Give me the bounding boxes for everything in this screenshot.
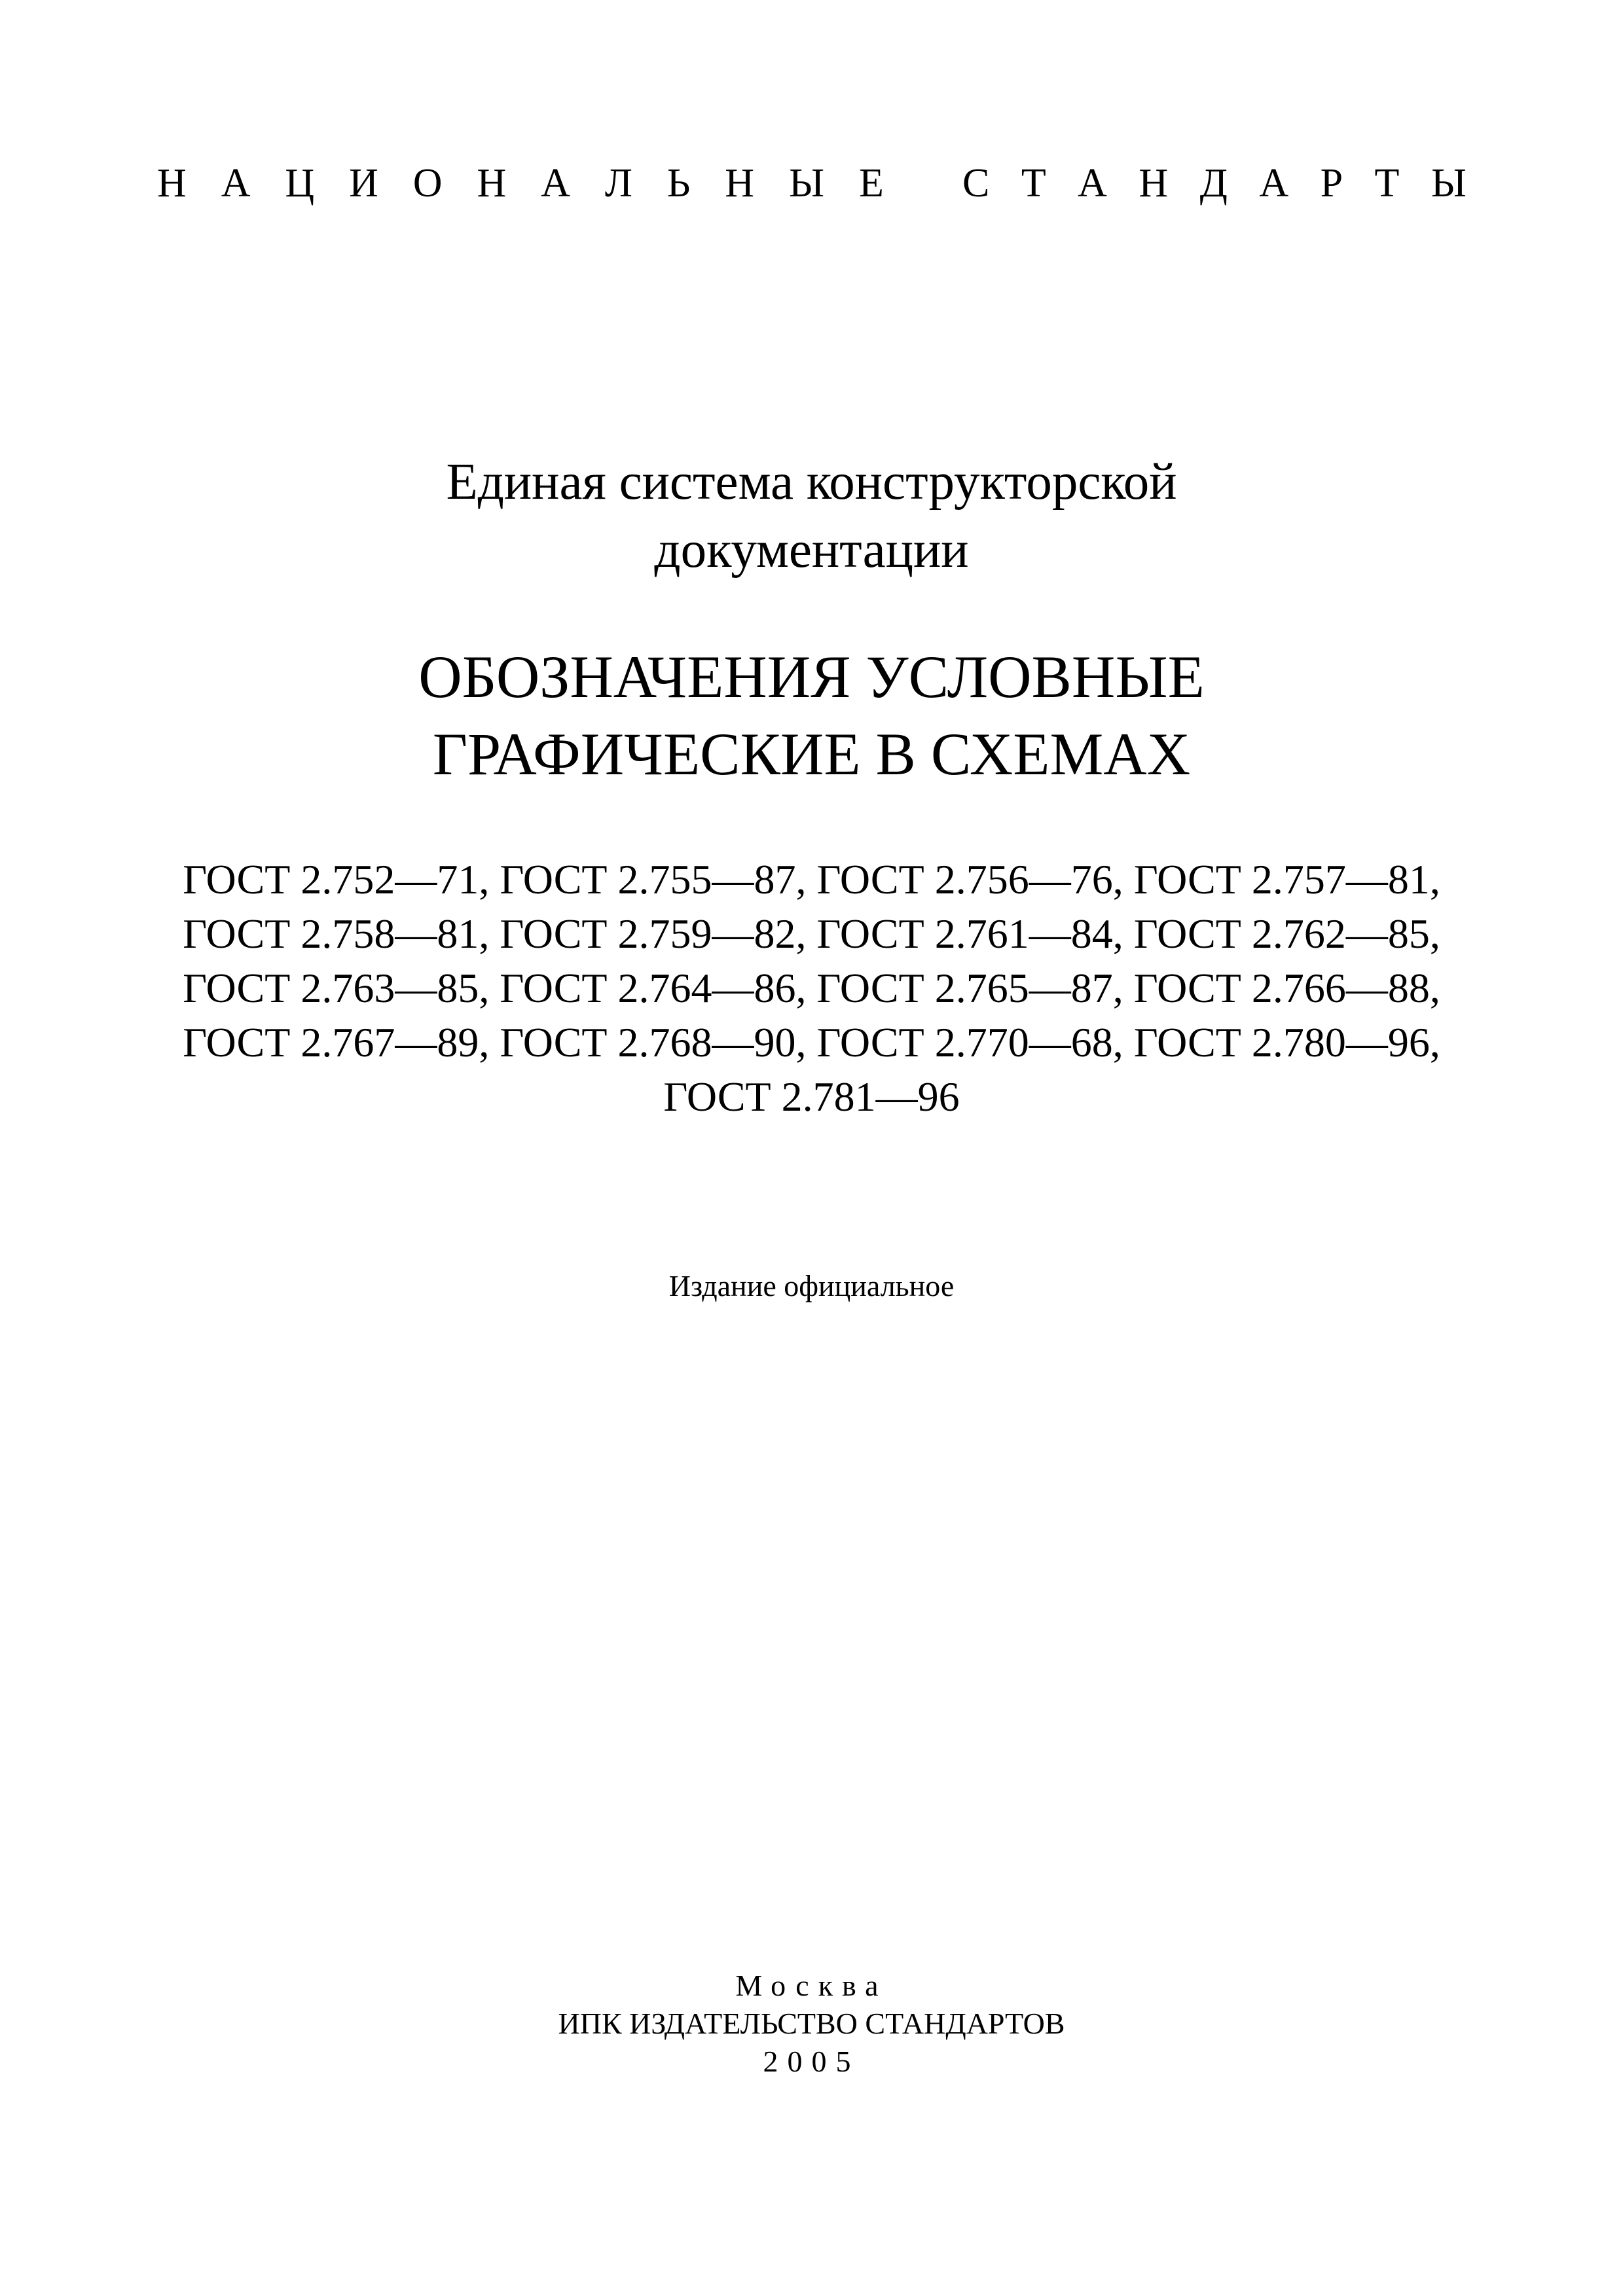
series-letter: И	[349, 161, 378, 206]
series-title-word-1	[157, 154, 884, 213]
standards-line: ГОСТ 2.758—81, ГОСТ 2.759—82, ГОСТ 2.761—84, ГОСТ 2.762—85,	[183, 910, 1440, 957]
imprint	[0, 1967, 1623, 2081]
series-letter: А	[541, 161, 570, 206]
series-letter: Т	[1021, 161, 1046, 206]
document-title	[0, 638, 1623, 793]
series-letter: Т	[1374, 161, 1400, 206]
series-letter: А	[1078, 161, 1107, 206]
standards-line: ГОСТ 2.752—71, ГОСТ 2.755—87, ГОСТ 2.756—76, ГОСТ 2.757—81,	[183, 856, 1440, 903]
series-letter: О	[412, 161, 443, 206]
edition-note	[0, 1266, 1623, 1306]
series-title-word-2	[962, 154, 1467, 213]
series-letter: Н	[725, 161, 755, 206]
series-letter: А	[1259, 161, 1289, 206]
series-letter: Е	[858, 161, 884, 206]
system-subtitle	[0, 448, 1623, 584]
series-letter: Д	[1199, 161, 1228, 206]
series-letter: Л	[604, 161, 632, 206]
series-letter: Н	[157, 161, 187, 206]
series-letter: Н	[1139, 161, 1169, 206]
subtitle-line: документации	[654, 522, 969, 579]
series-letter: Р	[1320, 161, 1343, 206]
subtitle-line: Единая система конструкторской	[446, 454, 1177, 511]
series-letter: Ц	[285, 161, 315, 206]
imprint-city: Москва	[735, 1969, 888, 2002]
series-letter: Ы	[1431, 161, 1467, 206]
series-letter: С	[962, 161, 990, 206]
series-letter: Ы	[788, 161, 825, 206]
series-letter: Ь	[666, 161, 691, 206]
title-line: ОБОЗНАЧЕНИЯ УСЛОВНЫЕ	[418, 643, 1205, 710]
title-line: ГРАФИЧЕСКИЕ В СХЕМАХ	[432, 721, 1191, 787]
series-letter: А	[221, 161, 251, 206]
series-title	[157, 154, 1467, 213]
edition-text: Издание официальное	[668, 1269, 955, 1302]
imprint-publisher: ИПК ИЗДАТЕЛЬСТВО СТАНДАРТОВ	[558, 2007, 1065, 2040]
imprint-year: 2005	[763, 2045, 860, 2078]
series-letter: Н	[477, 161, 507, 206]
standards-list	[0, 852, 1623, 1124]
standards-line: ГОСТ 2.767—89, ГОСТ 2.768—90, ГОСТ 2.770—68, ГОСТ 2.780—96,	[183, 1019, 1440, 1066]
standards-line: ГОСТ 2.763—85, ГОСТ 2.764—86, ГОСТ 2.765—87, ГОСТ 2.766—88,	[183, 965, 1440, 1011]
standards-line: ГОСТ 2.781—96	[663, 1073, 960, 1120]
